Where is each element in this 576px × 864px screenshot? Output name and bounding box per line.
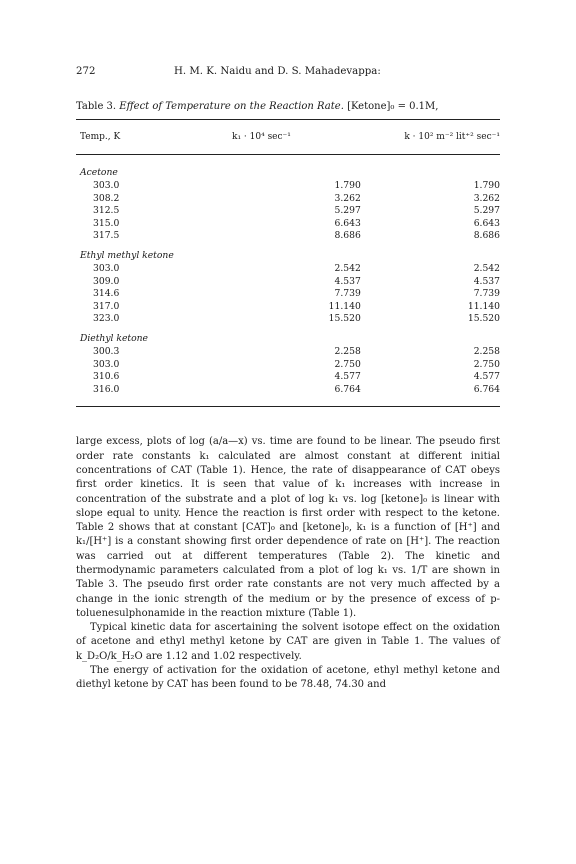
table-row: 308.2 3.262 3.262 — [93, 192, 500, 204]
table-row: 303.0 2.542 2.542 — [93, 262, 500, 274]
table-row: 312.5 5.297 5.297 — [93, 205, 500, 217]
table-label: Table 3. — [76, 101, 117, 112]
table-title: Effect of Temperature on the Reaction Rate. — [119, 101, 344, 112]
table-row: 323.0 15.520 15.520 — [93, 313, 500, 325]
group-title-acetone: Acetone — [80, 167, 118, 178]
author-line: H. M. K. Naidu and D. S. Mahadevappa: — [174, 66, 381, 77]
table-row: 310.6 4.577 4.577 — [93, 371, 500, 383]
paragraph: Typical kinetic data for ascertaining the solvent isotope effect on the oxidation of acetone and ethyl methyl ketone by CAT are given in Table 1. The values of k_D₂O/k_H₂O are 1.12 and 1.02 respectively. — [76, 622, 500, 662]
column-header-k1: k₁ · 10⁴ sec⁻¹ — [232, 132, 291, 142]
paragraph: large excess, plots of log (a/a—x) vs. time are found to be linear. The pseudo first order rate constants k₁ calculated are almost constant at different initial concentrations of CAT (Table 1). Hence, the rate of disappearance of CAT obeys first order kinetics. It is seen that value of k₁ increases with increase in concentration of the substrate and a plot of log k₁ vs. log [ketone]₀ is linear with slope equal to unity. Hence the reaction is first order with respect to the ketone. Table 2 shows that at constant [CAT]₀ and [ketone]₀, k₁ is a function of [H⁺] and k₁/[H⁺] is a constant showing first order dependence of rate on [H⁺]. The reaction was carried out at different temperatures (Table 2). The kinetic and thermodynamic parameters calculated from a plot of log k₁ vs. 1/T are shown in Table 3. The pseudo first order rate constants are not very much affected by a change in the ionic strength of the medium or by the presence of excess of p-toluenesulphonamide in the reaction mixture (Table 1). — [76, 436, 500, 619]
table-row: 314.6 7.739 7.739 — [93, 288, 500, 300]
column-header-k: k · 10² m⁻² lit⁺² sec⁻¹ — [404, 132, 500, 142]
table-row: 316.0 6.764 6.764 — [93, 383, 500, 395]
table-condition: [Ketone]₀ = 0.1M, — [347, 101, 439, 112]
page-number: 272 — [76, 66, 96, 77]
running-head — [76, 66, 500, 82]
journal-page — [76, 66, 500, 693]
table-row: 315.0 6.643 6.643 — [93, 217, 500, 229]
table-row: 303.0 1.790 1.790 — [93, 180, 500, 191]
table-bottom-rule — [76, 406, 500, 407]
column-header-temp: Temp., K — [80, 132, 121, 142]
paragraph: The energy of activation for the oxidation of acetone, ethyl methyl ketone and diethyl ketone by CAT has been found to be 78.48, 74.30 and — [76, 665, 500, 691]
table-row: 317.5 8.686 8.686 — [93, 230, 500, 242]
table-body — [76, 155, 500, 407]
table-row: 300.3 2.258 2.258 — [93, 345, 500, 357]
table-header-row — [76, 120, 500, 154]
body-text — [76, 435, 500, 692]
table-row: 317.0 11.140 11.140 — [93, 300, 500, 312]
group-title-diethyl-ketone: Diethyl ketone — [80, 332, 148, 344]
group-title-ethyl-methyl-ketone: Ethyl methyl ketone — [80, 249, 174, 261]
table-row: 309.0 4.537 4.537 — [93, 275, 500, 287]
table-row: 303.0 2.750 2.750 — [93, 358, 500, 370]
table-caption — [76, 100, 500, 113]
